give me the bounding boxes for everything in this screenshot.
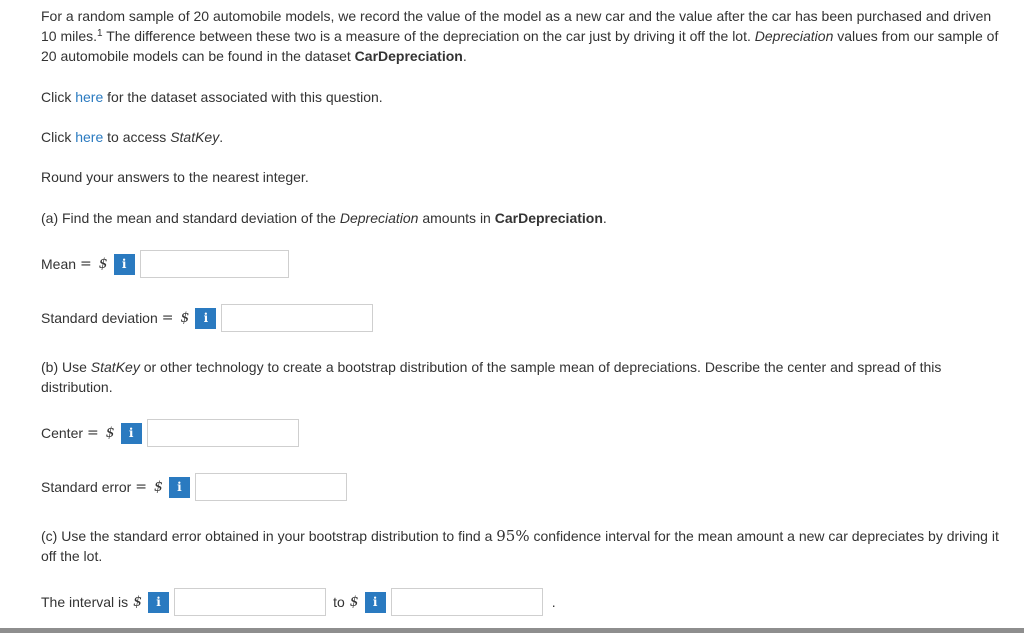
info-icon[interactable]: i xyxy=(169,477,190,498)
upper-bound-input[interactable] xyxy=(391,588,543,616)
info-icon[interactable]: i xyxy=(121,423,142,444)
dollar-sign: $ xyxy=(180,310,190,326)
equals-sign: = xyxy=(87,425,99,441)
rounding-instruction: Round your answers to the nearest integer. xyxy=(41,169,309,185)
se-label: Standard error xyxy=(41,479,132,495)
dollar-sign: $ xyxy=(154,479,163,495)
to-label: to xyxy=(333,594,345,610)
footnote-marker: 1 xyxy=(97,28,103,39)
sd-row xyxy=(41,303,373,333)
interval-row xyxy=(41,587,556,617)
confidence-level: 95% xyxy=(496,527,530,545)
statkey-link[interactable]: here xyxy=(75,129,104,145)
part-b-prompt: (b) Use StatKey or other technology to create a bootstrap distribution of the sample mean of depreciations. Describe the center and spread of this distribution. xyxy=(41,359,942,395)
info-icon[interactable]: i xyxy=(365,592,386,613)
statkey-line: Click here to access StatKey. xyxy=(41,129,224,145)
se-row xyxy=(41,472,347,502)
info-icon[interactable]: i xyxy=(195,308,216,329)
center-input[interactable] xyxy=(147,419,299,447)
dollar-sign: $ xyxy=(98,256,108,272)
sd-label: Standard deviation xyxy=(41,310,158,326)
part-a-prompt: (a) Find the mean and standard deviation of the Depreciation amounts in CarDepreciation. xyxy=(41,210,607,226)
dataset-link[interactable]: here xyxy=(75,89,104,105)
period: . xyxy=(551,594,556,610)
variable-name: Depreciation xyxy=(754,28,834,44)
dollar-sign: $ xyxy=(105,425,115,441)
dataset-name: CarDepreciation xyxy=(354,48,463,64)
dollar-sign: $ xyxy=(349,594,359,610)
equals-sign: = xyxy=(161,310,174,326)
mean-row xyxy=(41,249,289,279)
info-icon[interactable]: i xyxy=(114,254,135,275)
dollar-sign: $ xyxy=(133,594,143,610)
info-icon[interactable]: i xyxy=(148,592,169,613)
bottom-scrollbar[interactable] xyxy=(0,628,1024,633)
interval-label: The interval is xyxy=(41,594,129,610)
center-row xyxy=(41,418,299,448)
part-c-prompt: (c) Use the standard error obtained in your bootstrap distribution to find a 95% confidence interval for the mean amount a new car depreciates by driving it off the lot. xyxy=(41,527,999,564)
equals-sign: = xyxy=(135,479,148,495)
center-label: Center xyxy=(41,425,84,441)
dataset-line: Click here for the dataset associated with this question. xyxy=(41,89,383,105)
mean-label: Mean xyxy=(41,256,77,272)
mean-input[interactable] xyxy=(140,250,289,278)
lower-bound-input[interactable] xyxy=(174,588,326,616)
se-input[interactable] xyxy=(195,473,347,501)
equals-sign: = xyxy=(80,256,92,272)
sd-input[interactable] xyxy=(221,304,373,332)
question-intro: For a random sample of 20 automobile models, we record the value of the model as a new car and the value after the car has been purchased and driven 10 miles.$^1$ The difference between these two is a measure of the depreciation on the car just by driving it off the lot. Depreciation values from our sample of 20 automobile models can be found in the dataset CarDepreciation. xyxy=(41,8,999,64)
